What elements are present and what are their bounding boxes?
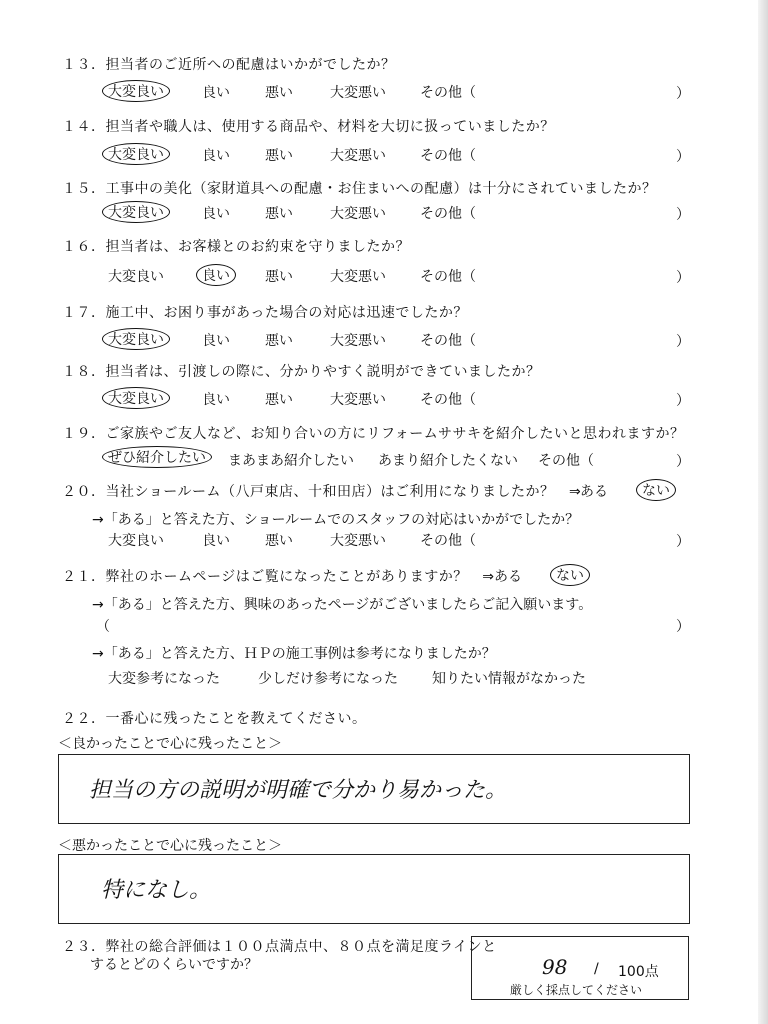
q22-good-label: ＜良かったことで心に残ったこと＞ xyxy=(58,736,282,752)
q15-close-paren: ） xyxy=(676,207,690,223)
q14-option-very-good[interactable]: 大変良い xyxy=(102,143,170,165)
q21-option-very-helpful[interactable]: 大変参考になった xyxy=(108,671,220,687)
question-23-text-line2: するとどのくらいですか？ xyxy=(90,957,258,973)
question-23-text-line1: ２３．弊社の総合評価は１００点満点中、８０点を満足度ラインと xyxy=(62,939,497,955)
q14-option-very-bad[interactable]: 大変悪い xyxy=(330,148,386,164)
q18-option-very-good[interactable]: 大変良い xyxy=(102,387,170,409)
q19-close-paren: ） xyxy=(676,454,690,470)
q23-score-box[interactable] xyxy=(471,936,689,1000)
q14-option-bad[interactable]: 悪い xyxy=(265,148,293,164)
q13-option-bad[interactable]: 悪い xyxy=(265,85,293,101)
q15-option-good[interactable]: 良い xyxy=(202,206,230,222)
q20-option-very-bad[interactable]: 大変悪い xyxy=(330,533,386,549)
q21-option-not-helpful[interactable]: 知りたい情報がなかった xyxy=(432,671,586,687)
q22-bad-label: ＜悪かったことで心に残ったこと＞ xyxy=(58,838,282,854)
q20-close-paren: ） xyxy=(676,534,690,550)
question-16-text: １６．担当者は、お客様とのお約束を守りましたか？ xyxy=(62,239,410,255)
q20-option-no[interactable]: ない xyxy=(636,479,676,501)
q13-option-very-bad[interactable]: 大変悪い xyxy=(330,85,386,101)
q20-subquestion: →「ある」と答えた方、ショールームでのスタッフの対応はいかがでしたか？ xyxy=(92,512,580,528)
q15-option-bad[interactable]: 悪い xyxy=(265,206,293,222)
question-21-text: ２１．弊社のホームページはご覧になったことがありますか？ ⇒ xyxy=(62,569,495,585)
q16-close-paren: ） xyxy=(676,270,690,286)
q13-option-very-good[interactable]: 大変良い xyxy=(102,80,170,102)
question-17-text: １７．施工中、お困り事があった場合の対応は迅速でしたか？ xyxy=(62,305,468,321)
q13-option-good[interactable]: 良い xyxy=(202,85,230,101)
q18-option-good[interactable]: 良い xyxy=(202,392,230,408)
question-22-text: ２２．一番心に残ったことを教えてください。 xyxy=(62,711,367,727)
q16-option-bad[interactable]: 悪い xyxy=(265,269,293,285)
q21-close-paren: ） xyxy=(676,619,690,635)
q17-close-paren: ） xyxy=(676,334,690,350)
q21-option-slightly-helpful[interactable]: 少しだけ参考になった xyxy=(258,671,398,687)
q19-option-highly-recommend[interactable]: ぜひ紹介したい xyxy=(102,446,212,468)
q20-option-good[interactable]: 良い xyxy=(202,533,230,549)
question-18-text: １８．担当者は、引渡しの際に、分かりやすく説明ができていましたか？ xyxy=(62,364,541,380)
q21-open-paren: （ xyxy=(96,619,110,635)
q22-good-answer: 担当の方の説明が明確で分かり易かった。 xyxy=(89,778,508,803)
q16-option-good[interactable]: 良い xyxy=(196,264,236,286)
q20-option-yes[interactable]: ある xyxy=(580,484,608,500)
question-19-text: １９．ご家族やご友人など、お知り合いの方にリフォームササキを紹介したいと思われますか？ xyxy=(62,426,685,442)
q16-option-very-good[interactable]: 大変良い xyxy=(108,269,164,285)
question-13-text: １３．担当者のご近所への配慮はいかがでしたか？ xyxy=(62,57,396,73)
q20-option-bad[interactable]: 悪い xyxy=(265,533,293,549)
q21-option-yes[interactable]: ある xyxy=(494,569,522,585)
q16-option-very-bad[interactable]: 大変悪い xyxy=(330,269,386,285)
q14-close-paren: ） xyxy=(676,149,690,165)
q18-option-very-bad[interactable]: 大変悪い xyxy=(330,392,386,408)
q22-good-answer-box[interactable] xyxy=(58,754,690,824)
q18-option-bad[interactable]: 悪い xyxy=(265,392,293,408)
q14-option-other[interactable]: その他（ xyxy=(420,148,476,164)
q21-subquestion-1: →「ある」と答えた方、興味のあったページがございましたらご記入願います。 xyxy=(92,597,593,613)
q22-bad-answer-box[interactable] xyxy=(58,854,690,924)
q17-option-bad[interactable]: 悪い xyxy=(265,333,293,349)
q17-option-other[interactable]: その他（ xyxy=(420,333,476,349)
page-edge-shadow xyxy=(758,0,768,1024)
q14-option-good[interactable]: 良い xyxy=(202,148,230,164)
q15-option-very-good[interactable]: 大変良い xyxy=(102,201,170,223)
q23-score-max: 100点 xyxy=(618,964,659,980)
q17-option-very-good[interactable]: 大変良い xyxy=(102,328,170,350)
question-15-text: １５．工事中の美化（家財道具への配慮・お住まいへの配慮）は十分にされていましたか？ xyxy=(62,181,657,197)
q23-score-slash: / xyxy=(594,961,599,977)
q18-option-other[interactable]: その他（ xyxy=(420,392,476,408)
q15-option-other[interactable]: その他（ xyxy=(420,206,476,222)
q23-score-note: 厳しく採点してください xyxy=(510,983,643,997)
question-14-text: １４．担当者や職人は、使用する商品や、材料を大切に扱っていましたか？ xyxy=(62,119,555,135)
q17-option-good[interactable]: 良い xyxy=(202,333,230,349)
q17-option-very-bad[interactable]: 大変悪い xyxy=(330,333,386,349)
q13-option-other[interactable]: その他（ xyxy=(420,85,476,101)
q20-option-other[interactable]: その他（ xyxy=(420,533,476,549)
q20-option-very-good[interactable]: 大変良い xyxy=(108,533,164,549)
q19-option-somewhat-recommend[interactable]: まあまあ紹介したい xyxy=(228,453,354,469)
q16-option-other[interactable]: その他（ xyxy=(420,269,476,285)
q19-option-not-recommend[interactable]: あまり紹介したくない xyxy=(378,453,518,469)
q22-bad-answer: 特になし。 xyxy=(101,878,212,903)
q13-close-paren: ） xyxy=(676,86,690,102)
q23-score-value: 98 xyxy=(542,955,568,979)
q15-option-very-bad[interactable]: 大変悪い xyxy=(330,206,386,222)
question-20-text: ２０．当社ショールーム（八戸東店、十和田店）はご利用になりましたか？ ⇒ xyxy=(62,484,582,500)
q21-option-no[interactable]: ない xyxy=(550,564,590,586)
q18-close-paren: ） xyxy=(676,393,690,409)
q21-subquestion-2: →「ある」と答えた方、ＨＰの施工事例は参考になりましたか？ xyxy=(92,646,496,662)
q19-option-other[interactable]: その他（ xyxy=(538,453,594,469)
